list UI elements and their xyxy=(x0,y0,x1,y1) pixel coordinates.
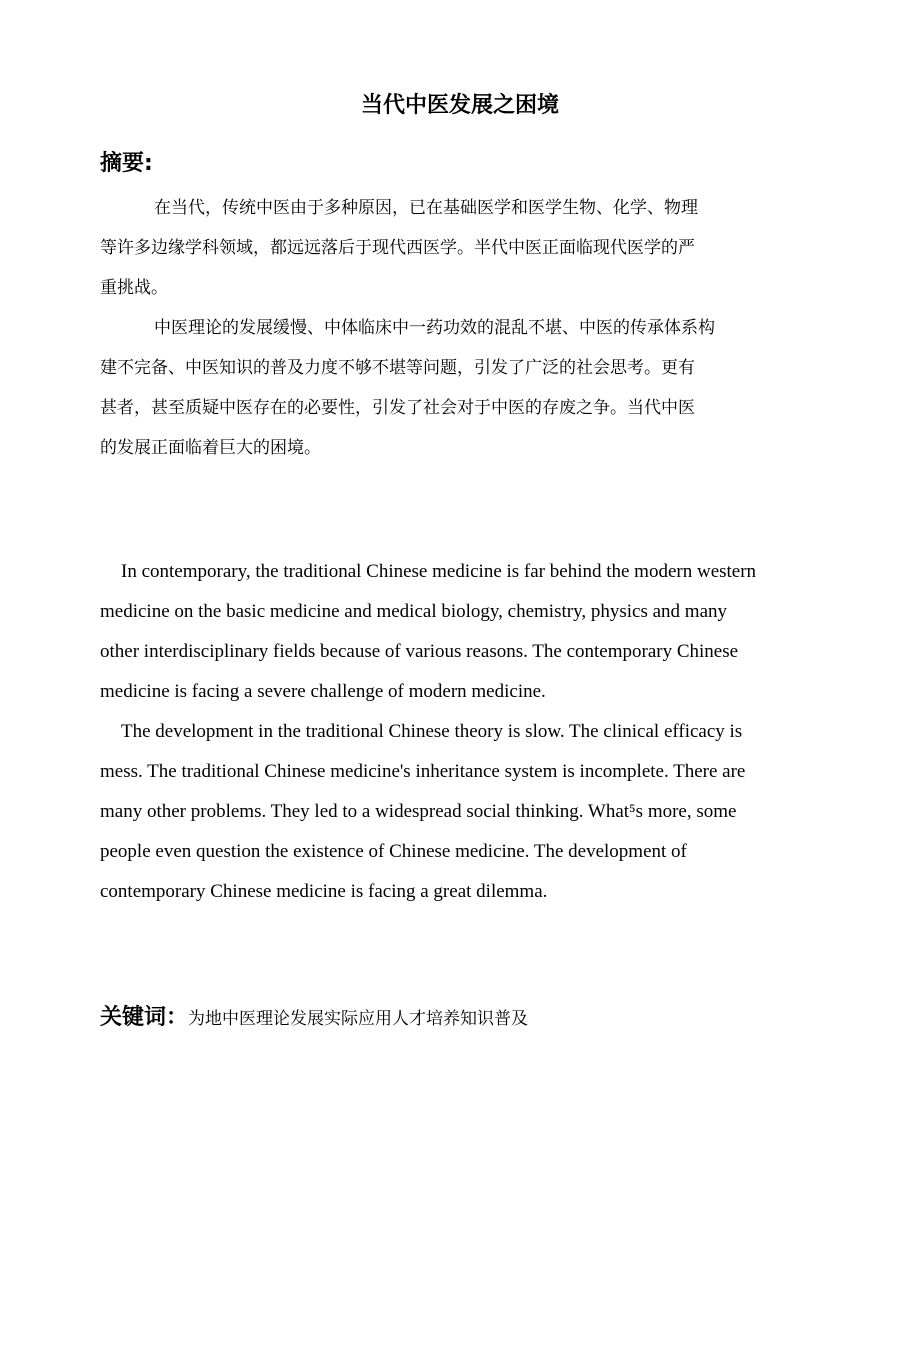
text-line: 建不完备、中医知识的普及力度不够不堪等问题，引发了广泛的社会思考。更有 xyxy=(100,358,695,378)
abstract-heading: 摘要: xyxy=(100,151,153,176)
text-line: 甚者，甚至质疑中医存在的必要性，引发了社会对于中医的存废之争。当代中医 xyxy=(100,398,695,418)
text-line: 等许多边缘学科领域，都远远落后于现代西医学。半代中医正面临现代医学的严 xyxy=(100,238,695,258)
text-line: contemporary Chinese medicine is facing a great dilemma. xyxy=(100,881,548,902)
text-line: people even question the existence of Chinese medicine. The development of xyxy=(100,841,687,862)
abstract-en-paragraph-2 xyxy=(100,712,820,912)
keywords-text: 为地中医理论发展实际应用人才培养知识普及 xyxy=(188,1009,529,1029)
page-title: 当代中医发展之困境 xyxy=(360,93,559,118)
text-line: mess. The traditional Chinese medicine's inheritance system is incomplete. There are xyxy=(100,761,746,782)
text-line: medicine on the basic medicine and medical biology, chemistry, physics and many xyxy=(100,601,727,622)
abstract-zh-paragraph-1 xyxy=(100,188,780,308)
text-line: 在当代，传统中医由于多种原因，已在基础医学和医学生物、化学、物理 xyxy=(154,198,698,218)
text-line: 重挑战。 xyxy=(100,278,168,298)
text-line: medicine is facing a severe challenge of modern medicine. xyxy=(100,681,546,702)
text-line: In contemporary, the traditional Chinese medicine is far behind the modern western xyxy=(121,561,757,582)
keywords-line xyxy=(100,1000,528,1031)
text-line: other interdisciplinary fields because of various reasons. The contemporary Chinese xyxy=(100,641,739,662)
keywords-label: 关键词： xyxy=(100,1005,189,1030)
abstract-en-paragraph-1 xyxy=(100,552,820,712)
abstract-zh-paragraph-2 xyxy=(100,308,780,468)
text-line: many other problems. They led to a widespread social thinking. What⁵s more, some xyxy=(100,801,737,822)
text-line: 中医理论的发展缓慢、中体临床中一药功效的混乱不堪、中医的传承体系构 xyxy=(154,318,715,338)
text-line: The development in the traditional Chinese theory is slow. The clinical efficacy is xyxy=(121,721,743,742)
text-line: 的发展正面临着巨大的困境。 xyxy=(100,438,321,458)
